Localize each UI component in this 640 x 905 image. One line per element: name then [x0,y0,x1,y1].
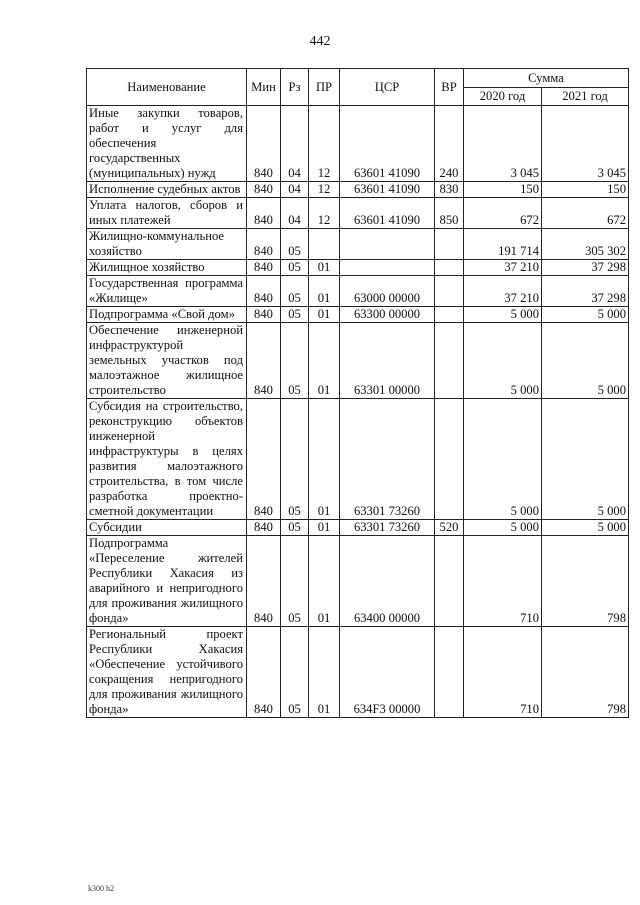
cell-pr: 01 [309,520,340,536]
table-row [87,323,629,399]
cell-pr: 01 [309,627,340,718]
cell-name: Подпрограмма «Переселение жителей Республики Хакасия из аварийного и непригодного для проживания жилищного фонда» [87,536,247,627]
cell-pr: 01 [309,307,340,323]
table-row [87,307,629,323]
table-row [87,198,629,229]
cell-rz: 05 [281,307,309,323]
cell-vr [435,399,464,520]
cell-y2020: 710 [464,627,542,718]
cell-vr [435,260,464,276]
header-year-2021: 2021 год [542,88,629,106]
cell-name: Жилищное хозяйство [87,260,247,276]
cell-name: Иные закупки товаров, работ и услуг для обеспечения государственных (муниципальных) нужд [87,106,247,182]
table-row [87,106,629,182]
cell-y2021: 5 000 [542,323,629,399]
cell-min: 840 [247,520,281,536]
cell-rz: 05 [281,323,309,399]
cell-pr: 01 [309,276,340,307]
header-vr: ВР [435,69,464,106]
header-csr: ЦСР [340,69,435,106]
cell-name: Субсидии [87,520,247,536]
cell-rz: 04 [281,198,309,229]
cell-min: 840 [247,536,281,627]
table-row [87,520,629,536]
cell-min: 840 [247,276,281,307]
cell-y2020: 5 000 [464,323,542,399]
cell-csr: 63601 41090 [340,182,435,198]
cell-csr: 63301 73260 [340,520,435,536]
cell-vr [435,276,464,307]
header-pr: ПР [309,69,340,106]
cell-y2021: 5 000 [542,520,629,536]
cell-y2020: 37 210 [464,276,542,307]
cell-pr: 12 [309,106,340,182]
header-rz: Рз [281,69,309,106]
cell-y2020: 150 [464,182,542,198]
cell-rz: 04 [281,182,309,198]
cell-csr [340,260,435,276]
page-number: 442 [309,34,331,49]
cell-min: 840 [247,198,281,229]
budget-table [86,68,629,718]
cell-y2021: 5 000 [542,307,629,323]
cell-csr: 63601 41090 [340,106,435,182]
cell-rz: 05 [281,260,309,276]
cell-vr [435,536,464,627]
cell-pr: 12 [309,198,340,229]
cell-y2020: 191 714 [464,229,542,260]
cell-vr: 830 [435,182,464,198]
cell-name: Жилищно-коммунальное хозяйство [87,229,247,260]
cell-pr: 01 [309,399,340,520]
header-year-2020: 2020 год [464,88,542,106]
cell-y2021: 798 [542,536,629,627]
cell-y2021: 150 [542,182,629,198]
cell-vr [435,323,464,399]
cell-name: Уплата налогов, сборов и иных платежей [87,198,247,229]
cell-csr: 63400 00000 [340,536,435,627]
cell-vr: 240 [435,106,464,182]
cell-y2020: 5 000 [464,399,542,520]
cell-min: 840 [247,627,281,718]
cell-rz: 05 [281,276,309,307]
header-sum: Сумма [464,69,629,88]
cell-y2021: 37 298 [542,276,629,307]
cell-y2021: 305 302 [542,229,629,260]
cell-y2020: 672 [464,198,542,229]
table-row [87,260,629,276]
cell-name: Субсидия на строительство, реконструкцию объектов инженерной инфраструктуры в целях развития малоэтажного строительства, в том числе разработка проектно-сметной документации [87,399,247,520]
cell-csr: 63301 00000 [340,323,435,399]
cell-y2021: 5 000 [542,399,629,520]
cell-csr: 63601 41090 [340,198,435,229]
header-name: Наименование [87,69,247,106]
cell-pr: 01 [309,260,340,276]
cell-vr [435,307,464,323]
cell-min: 840 [247,399,281,520]
cell-name: Обеспечение инженерной инфраструктурой земельных участков под малоэтажное жилищное строительство [87,323,247,399]
cell-y2020: 5 000 [464,520,542,536]
cell-y2021: 3 045 [542,106,629,182]
cell-rz: 04 [281,106,309,182]
cell-csr: 63301 73260 [340,399,435,520]
cell-csr: 63000 00000 [340,276,435,307]
cell-rz: 05 [281,229,309,260]
cell-rz: 05 [281,627,309,718]
cell-min: 840 [247,106,281,182]
cell-pr: 01 [309,323,340,399]
cell-min: 840 [247,182,281,198]
cell-name: Подпрограмма «Свой дом» [87,307,247,323]
cell-pr [309,229,340,260]
cell-y2020: 37 210 [464,260,542,276]
table-row [87,399,629,520]
cell-name: Региональный проект Республики Хакасия «Обеспечение устойчивого сокращения непригодного для проживания жилищного фонда» [87,627,247,718]
cell-min: 840 [247,229,281,260]
cell-y2021: 798 [542,627,629,718]
cell-rz: 05 [281,520,309,536]
header-min: Мин [247,69,281,106]
cell-vr: 520 [435,520,464,536]
table-row [87,276,629,307]
cell-rz: 05 [281,399,309,520]
cell-vr [435,229,464,260]
table-row [87,182,629,198]
cell-y2021: 672 [542,198,629,229]
cell-csr [340,229,435,260]
cell-name: Государственная программа «Жилище» [87,276,247,307]
table-row [87,536,629,627]
cell-y2020: 5 000 [464,307,542,323]
cell-pr: 01 [309,536,340,627]
cell-vr: 850 [435,198,464,229]
cell-y2020: 710 [464,536,542,627]
cell-name: Исполнение судебных актов [87,182,247,198]
cell-vr [435,627,464,718]
table-row [87,627,629,718]
cell-min: 840 [247,323,281,399]
cell-min: 840 [247,307,281,323]
cell-csr: 63300 00000 [340,307,435,323]
cell-min: 840 [247,260,281,276]
cell-y2021: 37 298 [542,260,629,276]
footer-code: k300 h2 [88,884,114,893]
cell-csr: 634F3 00000 [340,627,435,718]
cell-rz: 05 [281,536,309,627]
table-row [87,229,629,260]
cell-y2020: 3 045 [464,106,542,182]
cell-pr: 12 [309,182,340,198]
